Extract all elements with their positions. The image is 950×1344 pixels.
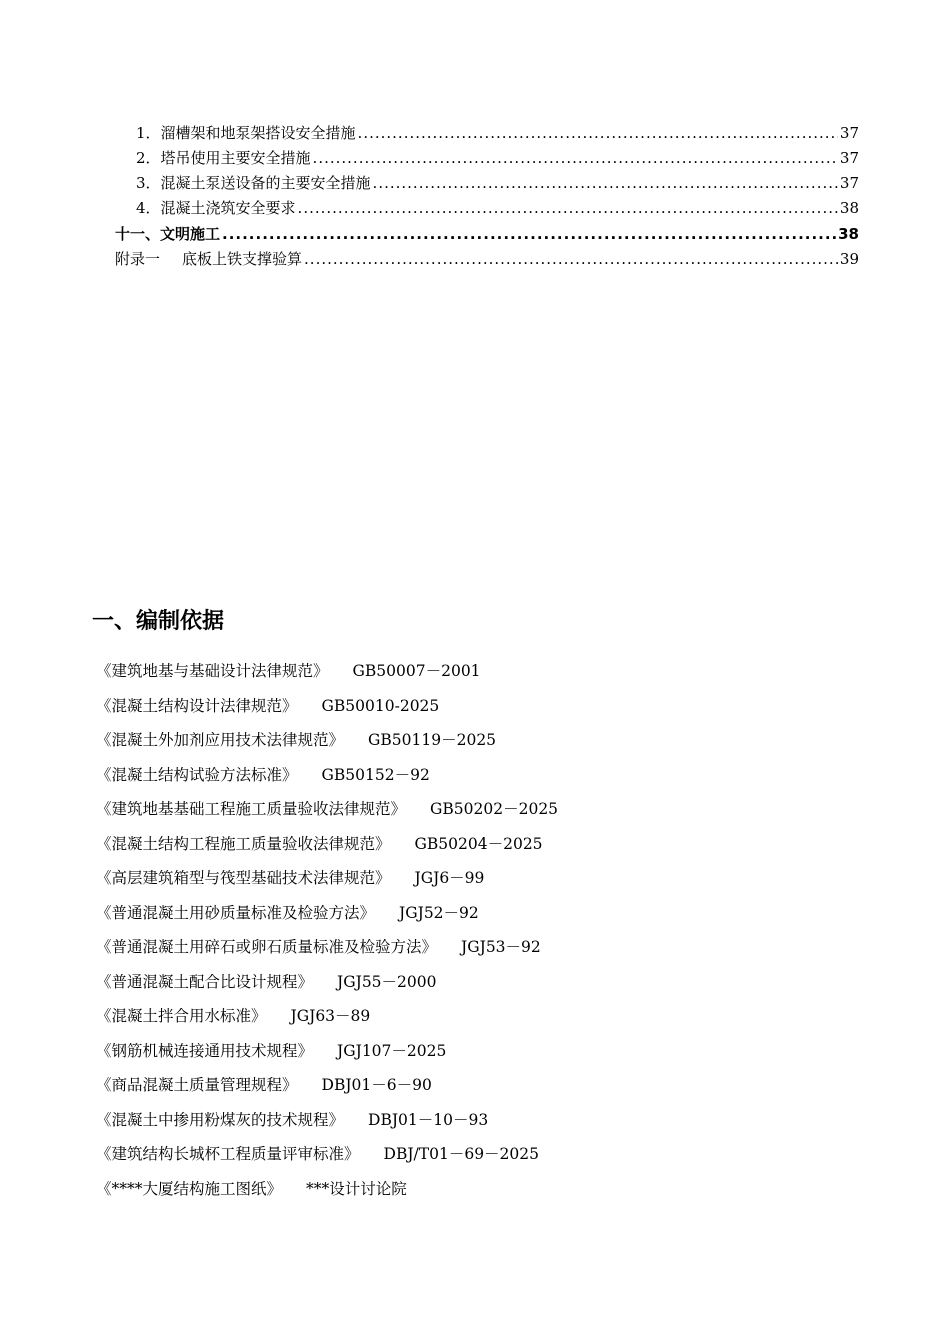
list-item bbox=[96, 1071, 558, 1106]
list-item bbox=[96, 864, 558, 899]
reference-name: 《建筑结构长城杯工程质量评审标准》 bbox=[96, 1145, 360, 1163]
appendix-title: 底板上铁支撑验算 bbox=[182, 250, 303, 268]
reference-code: DBJ/T01－69－2025 bbox=[383, 1145, 540, 1163]
toc-entry[interactable] bbox=[136, 172, 859, 197]
toc-entry-page: 38 bbox=[838, 225, 859, 243]
reference-name: 《混凝土中掺用粉煤灰的技术规程》 bbox=[96, 1110, 345, 1129]
list-item bbox=[96, 830, 558, 865]
toc-entry-main[interactable] bbox=[115, 223, 859, 248]
list-item bbox=[96, 933, 558, 968]
list-item bbox=[96, 692, 558, 727]
list-item bbox=[96, 795, 558, 830]
toc-leader-dots bbox=[373, 174, 838, 192]
reference-name: 《混凝土拌合用水标准》 bbox=[96, 1007, 267, 1025]
reference-name: 《钢筋机械连接通用技术规程》 bbox=[96, 1041, 314, 1060]
toc-entry-page: 39 bbox=[839, 250, 859, 268]
reference-code: GB50119－2025 bbox=[368, 731, 497, 749]
reference-name: 《建筑地基基础工程施工质量验收法律规范》 bbox=[96, 800, 407, 818]
toc-entry-page: 37 bbox=[839, 174, 859, 192]
toc-entry-label: 4．混凝土浇筑安全要求 bbox=[136, 199, 296, 217]
reference-code: JGJ55－2000 bbox=[337, 972, 437, 991]
toc-leader-dots bbox=[304, 250, 838, 268]
list-item bbox=[96, 657, 558, 692]
reference-name: 《建筑地基与基础设计法律规范》 bbox=[96, 662, 329, 680]
list-item bbox=[96, 1037, 558, 1072]
reference-code: JGJ53－92 bbox=[461, 938, 541, 956]
list-item bbox=[96, 761, 558, 796]
toc-entry-page: 38 bbox=[839, 199, 859, 217]
toc-entry-label bbox=[115, 248, 302, 269]
toc-entry-page: 37 bbox=[839, 124, 859, 142]
reference-name: 《混凝土结构试验方法标准》 bbox=[96, 765, 298, 784]
list-item bbox=[96, 726, 558, 761]
reference-name: 《混凝土外加剂应用技术法律规范》 bbox=[96, 731, 345, 749]
list-item bbox=[96, 899, 558, 934]
reference-code: GB50007－2001 bbox=[352, 662, 481, 680]
list-item bbox=[96, 1140, 558, 1175]
reference-name: 《普通混凝土配合比设计规程》 bbox=[96, 972, 314, 991]
reference-list bbox=[96, 657, 558, 1209]
reference-code: JGJ107－2025 bbox=[337, 1041, 447, 1060]
reference-code: DBJ01－10－93 bbox=[368, 1110, 489, 1129]
toc-entry[interactable] bbox=[136, 122, 859, 147]
toc-leader-dots bbox=[313, 149, 838, 167]
reference-code: JGJ52－92 bbox=[399, 903, 479, 922]
toc-leader-dots bbox=[298, 199, 838, 217]
reference-name: 《高层建筑箱型与筏型基础技术法律规范》 bbox=[96, 869, 391, 887]
toc-entry-label: 2．塔吊使用主要安全措施 bbox=[136, 149, 311, 167]
reference-code: JGJ63－89 bbox=[290, 1007, 371, 1025]
reference-code: ***设计讨论院 bbox=[306, 1179, 407, 1198]
list-item bbox=[96, 1002, 558, 1037]
section-title: 一、编制依据 bbox=[92, 609, 225, 634]
toc-entry[interactable] bbox=[136, 147, 859, 172]
reference-name: 《混凝土结构设计法律规范》 bbox=[96, 696, 298, 715]
reference-name: 《普通混凝土用砂质量标准及检验方法》 bbox=[96, 903, 376, 922]
reference-code: GB50202－2025 bbox=[430, 800, 559, 818]
reference-name: 《商品混凝土质量管理规程》 bbox=[96, 1076, 298, 1094]
list-item bbox=[96, 1175, 558, 1210]
toc-leader-dots bbox=[222, 225, 836, 243]
toc-entry-label: 3．混凝土泵送设备的主要安全措施 bbox=[136, 174, 371, 192]
toc-entry-label: 1．溜槽架和地泵架搭设安全措施 bbox=[136, 124, 356, 142]
reference-code: DBJ01－6－90 bbox=[321, 1076, 432, 1094]
reference-code: GB50152－92 bbox=[321, 765, 430, 784]
reference-name: 《****大厦结构施工图纸》 bbox=[96, 1179, 283, 1198]
toc-entry-label: 十一、文明施工 bbox=[115, 225, 221, 243]
reference-name: 《混凝土结构工程施工质量验收法律规范》 bbox=[96, 834, 391, 853]
list-item bbox=[96, 968, 558, 1003]
reference-code: GB50204－2025 bbox=[414, 834, 543, 853]
list-item bbox=[96, 1106, 558, 1141]
reference-code: GB50010-2025 bbox=[321, 696, 440, 715]
appendix-prefix: 附录一 bbox=[115, 250, 161, 268]
toc-entry[interactable] bbox=[136, 197, 859, 222]
toc-entry-appendix[interactable] bbox=[115, 248, 859, 273]
toc-leader-dots bbox=[358, 124, 838, 142]
reference-code: JGJ6－99 bbox=[414, 869, 485, 887]
toc-entry-page: 37 bbox=[839, 149, 859, 167]
reference-name: 《普通混凝土用碎石或卵石质量标准及检验方法》 bbox=[96, 938, 438, 956]
